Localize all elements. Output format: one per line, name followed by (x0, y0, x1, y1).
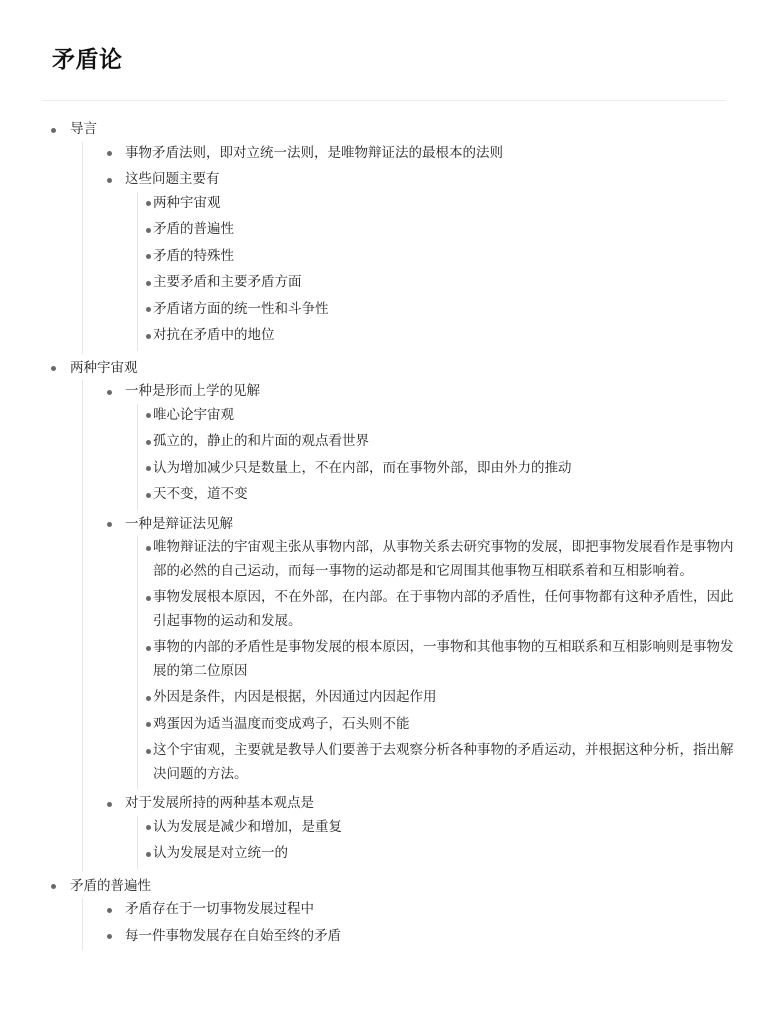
outline-sublist (82, 142, 726, 354)
bullet-icon (146, 696, 151, 701)
outline-sublist (137, 816, 726, 869)
bullet-icon (146, 466, 151, 471)
outline-item[interactable] (153, 483, 743, 510)
bullet-icon (146, 413, 151, 418)
bullet-icon (146, 201, 151, 206)
outline-item[interactable] (153, 324, 743, 351)
outline-item[interactable] (98, 792, 726, 872)
outline-item-text: 这些问题主要有 (125, 171, 220, 187)
outline-item-text: 这个宇宙观，主要就是教导人们要善于去观察分析各种事物的矛盾运动，并根据这种分析，指出解决问题的方法。 (153, 742, 734, 782)
outline-item[interactable] (153, 430, 743, 457)
outline-item-text: 认为发展是对立统一的 (153, 845, 288, 861)
outline-item-text: 一种是形而上学的见解 (125, 383, 260, 399)
bullet-icon (146, 493, 151, 498)
bullet-icon (146, 646, 151, 651)
outline-item-text: 孤立的，静止的和片面的观点看世界 (153, 433, 369, 449)
outline-item[interactable] (153, 457, 743, 484)
outline-item-text: 天不变，道不变 (153, 486, 248, 502)
outline-item[interactable] (98, 898, 726, 925)
outline-sublist (137, 536, 734, 789)
outline-sublist (137, 404, 726, 510)
bullet-icon (146, 307, 151, 312)
outline (42, 118, 734, 954)
outline-item[interactable] (153, 298, 743, 325)
title-divider (42, 100, 726, 101)
bullet-icon (146, 825, 151, 830)
outline-item[interactable] (98, 168, 726, 354)
outline-root-list (42, 118, 734, 954)
outline-item-text: 事物发展根本原因，不在外部，在内部。在于事物内部的矛盾性，任何事物都有这种矛盾性，因此引起事物的运动和发展。 (153, 589, 734, 629)
outline-item-text: 主要矛盾和主要矛盾方面 (153, 274, 302, 290)
bullet-icon (146, 254, 151, 259)
outline-item-text: 对于发展所持的两种基本观点是 (125, 795, 314, 811)
outline-item-text: 对抗在矛盾中的地位 (153, 327, 275, 343)
outline-item-text: 两种宇宙观 (153, 194, 221, 211)
bullet-icon (146, 852, 151, 857)
outline-item-text: 认为发展是减少和增加，是重复 (153, 818, 342, 835)
outline-item-text: 唯心论宇宙观 (153, 406, 234, 423)
outline-sublist (82, 380, 734, 872)
outline-item-text: 外因是条件，内因是根据，外因通过内因起作用 (153, 689, 437, 705)
outline-sublist (82, 898, 726, 951)
outline-item-text: 每一件事物发展存在自始至终的矛盾 (125, 927, 341, 944)
outline-item[interactable] (153, 586, 743, 636)
outline-item[interactable] (153, 536, 743, 586)
outline-item-text: 矛盾的特殊性 (153, 247, 234, 264)
outline-item[interactable] (98, 380, 726, 513)
outline-item[interactable] (153, 816, 743, 843)
bullet-icon (146, 228, 151, 233)
outline-item-text: 矛盾的普遍性 (70, 877, 151, 894)
outline-item[interactable] (153, 192, 743, 219)
outline-item[interactable] (153, 404, 743, 431)
bullet-icon (146, 334, 151, 339)
outline-item-text: 导言 (70, 121, 97, 137)
outline-sublist (137, 192, 726, 351)
outline-item-text: 认为增加减少只是数量上，不在内部，而在事物外部，即由外力的推动 (153, 459, 572, 476)
outline-item-text: 一种是辩证法见解 (125, 515, 233, 532)
outline-item[interactable] (98, 513, 734, 793)
outline-item[interactable] (153, 686, 743, 713)
outline-item-text: 唯物辩证法的宇宙观主张从事物内部，从事物关系去研究事物的发展，即把事物发展看作是事物内部的必然的自己运动，而每一事物的运动都是和它周围其他事物互相联系着和互相影响着。 (153, 539, 734, 579)
bullet-icon (146, 281, 151, 286)
bullet-icon (146, 596, 151, 601)
outline-item[interactable] (42, 875, 726, 955)
outline-item[interactable] (153, 842, 743, 869)
outline-item-text: 事物的内部的矛盾性是事物发展的根本原因，一事物和其他事物的互相联系和互相影响则是事物发展的第二位原因 (153, 639, 734, 679)
outline-item[interactable] (98, 142, 726, 169)
outline-item[interactable] (153, 271, 743, 298)
outline-item[interactable] (153, 245, 743, 272)
outline-item[interactable] (42, 118, 726, 357)
bullet-icon (146, 722, 151, 727)
outline-item-text: 矛盾诸方面的统一性和斗争性 (153, 300, 329, 317)
bullet-icon (146, 546, 151, 551)
outline-item[interactable] (42, 357, 734, 875)
outline-item[interactable] (153, 739, 743, 789)
outline-item-text: 鸡蛋因为适当温度而变成鸡子，石头则不能 (153, 715, 410, 732)
outline-item[interactable] (153, 713, 743, 740)
outline-item-text: 矛盾存在于一切事物发展过程中 (125, 901, 314, 917)
outline-item[interactable] (98, 925, 726, 952)
outline-item-text: 事物矛盾法则，即对立统一法则，是唯物辩证法的最根本的法则 (125, 144, 503, 161)
page-title: 矛盾论 (52, 47, 123, 73)
outline-item[interactable] (153, 636, 743, 686)
outline-item-text: 两种宇宙观 (70, 359, 138, 376)
outline-item-text: 矛盾的普遍性 (153, 221, 234, 237)
outline-item[interactable] (153, 218, 743, 245)
bullet-icon (146, 440, 151, 445)
bullet-icon (146, 749, 151, 754)
